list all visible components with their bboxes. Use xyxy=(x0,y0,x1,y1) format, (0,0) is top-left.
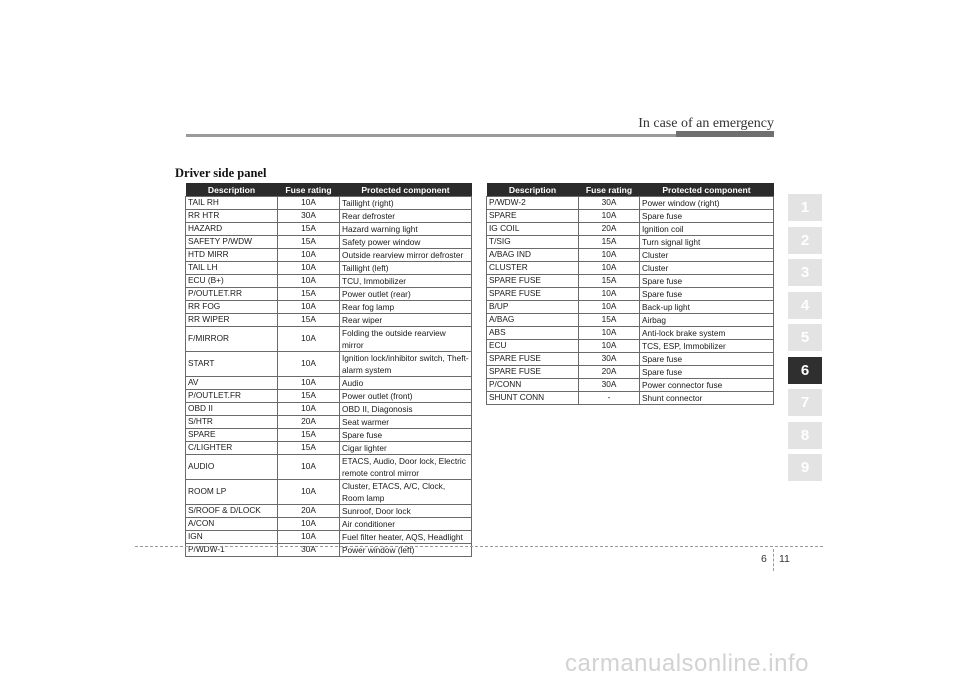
table-row xyxy=(186,197,472,210)
cell-fuse-rating: 10A xyxy=(579,301,640,314)
table-row xyxy=(487,301,774,314)
cell-description: START xyxy=(186,352,278,377)
chapter-tab-strip xyxy=(788,194,822,487)
table-row xyxy=(487,340,774,353)
cell-fuse-rating: 10A xyxy=(579,340,640,353)
cell-fuse-rating: 10A xyxy=(579,249,640,262)
cell-protected-component: Fuel filter heater, AQS, Headlight xyxy=(340,531,472,544)
cell-description: SPARE FUSE xyxy=(487,353,579,366)
cell-protected-component: Hazard warning light xyxy=(340,223,472,236)
cell-protected-component: Power outlet (front) xyxy=(340,390,472,403)
cell-fuse-rating: 10A xyxy=(278,275,340,288)
table-row xyxy=(186,352,472,377)
table-row xyxy=(186,505,472,518)
table-row xyxy=(186,518,472,531)
cell-fuse-rating: 15A xyxy=(278,390,340,403)
section-header-title: In case of an emergency xyxy=(638,116,774,131)
chapter-tab-3[interactable]: 3 xyxy=(788,259,822,286)
cell-protected-component: Power outlet (rear) xyxy=(340,288,472,301)
cell-description: F/MIRROR xyxy=(186,327,278,352)
table-row xyxy=(186,314,472,327)
cell-description: RR HTR xyxy=(186,210,278,223)
cell-description: IGN xyxy=(186,531,278,544)
table-row xyxy=(487,379,774,392)
cell-fuse-rating: 10A xyxy=(278,480,340,505)
cell-fuse-rating: 15A xyxy=(278,314,340,327)
cell-protected-component: Outside rearview mirror defroster xyxy=(340,249,472,262)
cell-fuse-rating: 15A xyxy=(278,236,340,249)
cell-description: SPARE FUSE xyxy=(487,275,579,288)
cell-protected-component: Taillight (right) xyxy=(340,197,472,210)
cell-fuse-rating: 10A xyxy=(278,352,340,377)
cell-protected-component: Folding the outside rearview mirror xyxy=(340,327,472,352)
cell-protected-component: Audio xyxy=(340,377,472,390)
watermark: carmanualsonline.info xyxy=(565,650,809,677)
table-row xyxy=(186,223,472,236)
cell-description: P/CONN xyxy=(487,379,579,392)
footer-page-separator xyxy=(773,549,774,571)
table-row xyxy=(487,353,774,366)
cell-description: B/UP xyxy=(487,301,579,314)
cell-fuse-rating: 10A xyxy=(278,531,340,544)
table-row xyxy=(186,403,472,416)
cell-fuse-rating: 30A xyxy=(579,353,640,366)
cell-fuse-rating: 20A xyxy=(278,505,340,518)
column-header-fuse-rating: Fuse rating xyxy=(579,183,640,197)
chapter-tab-9[interactable]: 9 xyxy=(788,454,822,481)
cell-protected-component: Power connector fuse xyxy=(640,379,774,392)
cell-protected-component: Back-up light xyxy=(640,301,774,314)
table-row xyxy=(487,262,774,275)
cell-description: S/HTR xyxy=(186,416,278,429)
page-title: Driver side panel xyxy=(175,166,267,180)
cell-description: ECU (B+) xyxy=(186,275,278,288)
cell-protected-component: Seat warmer xyxy=(340,416,472,429)
cell-description: HTD MIRR xyxy=(186,249,278,262)
chapter-tab-8[interactable]: 8 xyxy=(788,422,822,449)
cell-protected-component: Rear wiper xyxy=(340,314,472,327)
cell-fuse-rating: 10A xyxy=(278,249,340,262)
chapter-tab-1[interactable]: 1 xyxy=(788,194,822,221)
cell-fuse-rating: 15A xyxy=(278,429,340,442)
table-row xyxy=(487,210,774,223)
table-row xyxy=(487,366,774,379)
cell-protected-component: Power window (left) xyxy=(340,544,472,557)
table-row xyxy=(487,288,774,301)
cell-fuse-rating: 15A xyxy=(579,236,640,249)
cell-protected-component: Spare fuse xyxy=(640,288,774,301)
cell-fuse-rating: 10A xyxy=(278,518,340,531)
cell-protected-component: Spare fuse xyxy=(640,366,774,379)
cell-fuse-rating: 10A xyxy=(278,262,340,275)
cell-fuse-rating: 10A xyxy=(579,327,640,340)
cell-description: AV xyxy=(186,377,278,390)
cell-description: OBD II xyxy=(186,403,278,416)
chapter-tab-2[interactable]: 2 xyxy=(788,227,822,254)
cell-protected-component: Rear defroster xyxy=(340,210,472,223)
cell-fuse-rating: 15A xyxy=(278,442,340,455)
cell-fuse-rating: 20A xyxy=(579,366,640,379)
cell-protected-component: Power window (right) xyxy=(640,197,774,210)
fuse-table-right xyxy=(486,183,774,405)
cell-fuse-rating: 20A xyxy=(579,223,640,236)
chapter-tab-4[interactable]: 4 xyxy=(788,292,822,319)
cell-fuse-rating: 15A xyxy=(579,275,640,288)
cell-protected-component: Air conditioner xyxy=(340,518,472,531)
table-row xyxy=(487,223,774,236)
cell-protected-component: Spare fuse xyxy=(640,210,774,223)
cell-protected-component: Cluster, ETACS, A/C, Clock, Room lamp xyxy=(340,480,472,505)
cell-protected-component: Spare fuse xyxy=(640,353,774,366)
cell-fuse-rating: 15A xyxy=(579,314,640,327)
cell-protected-component: Cluster xyxy=(640,249,774,262)
cell-protected-component: Shunt connector xyxy=(640,392,774,405)
table-row xyxy=(487,314,774,327)
footer-divider xyxy=(135,546,823,547)
table-row xyxy=(487,197,774,210)
cell-description: RR WIPER xyxy=(186,314,278,327)
table-row xyxy=(487,392,774,405)
table-row xyxy=(186,429,472,442)
cell-fuse-rating: 15A xyxy=(278,223,340,236)
cell-fuse-rating: 20A xyxy=(278,416,340,429)
column-header-protected-component: Protected component xyxy=(340,183,472,197)
cell-description: A/BAG xyxy=(487,314,579,327)
cell-protected-component: Ignition coil xyxy=(640,223,774,236)
table-row xyxy=(186,236,472,249)
cell-protected-component: Cigar lighter xyxy=(340,442,472,455)
cell-fuse-rating: 10A xyxy=(278,377,340,390)
cell-fuse-rating: 15A xyxy=(278,288,340,301)
cell-protected-component: Turn signal light xyxy=(640,236,774,249)
cell-fuse-rating: 10A xyxy=(278,301,340,314)
cell-description: ABS xyxy=(487,327,579,340)
cell-protected-component: Anti-lock brake system xyxy=(640,327,774,340)
table-row xyxy=(186,275,472,288)
cell-description: P/WDW-1 xyxy=(186,544,278,557)
cell-fuse-rating: 10A xyxy=(579,262,640,275)
cell-description: ECU xyxy=(487,340,579,353)
cell-description: CLUSTER xyxy=(487,262,579,275)
cell-description: A/CON xyxy=(186,518,278,531)
cell-description: AUDIO xyxy=(186,455,278,480)
cell-description: TAIL LH xyxy=(186,262,278,275)
table-row xyxy=(186,455,472,480)
cell-description: SPARE xyxy=(186,429,278,442)
table-row xyxy=(186,301,472,314)
cell-description: SPARE xyxy=(487,210,579,223)
table-row xyxy=(186,327,472,352)
fuse-table-left xyxy=(185,183,472,557)
cell-description: IG COIL xyxy=(487,223,579,236)
cell-fuse-rating: 10A xyxy=(579,288,640,301)
cell-fuse-rating: 30A xyxy=(579,379,640,392)
table-row xyxy=(487,327,774,340)
chapter-tab-6[interactable]: 6 xyxy=(788,357,822,384)
table-row xyxy=(487,275,774,288)
cell-description: P/OUTLET.FR xyxy=(186,390,278,403)
cell-protected-component: Airbag xyxy=(640,314,774,327)
table-row xyxy=(186,480,472,505)
table-row xyxy=(186,288,472,301)
cell-description: TAIL RH xyxy=(186,197,278,210)
cell-description: RR FOG xyxy=(186,301,278,314)
cell-description: S/ROOF & D/LOCK xyxy=(186,505,278,518)
cell-protected-component: Sunroof, Door lock xyxy=(340,505,472,518)
cell-fuse-rating: 10A xyxy=(278,455,340,480)
table-row xyxy=(487,236,774,249)
cell-fuse-rating: 30A xyxy=(278,210,340,223)
column-header-protected-component: Protected component xyxy=(640,183,774,197)
cell-description: T/SIG xyxy=(487,236,579,249)
chapter-tab-5[interactable]: 5 xyxy=(788,324,822,351)
column-header-description: Description xyxy=(186,183,278,197)
table-row xyxy=(186,390,472,403)
cell-protected-component: Spare fuse xyxy=(340,429,472,442)
page-number: 11 xyxy=(779,553,790,565)
cell-protected-component: OBD II, Diagonosis xyxy=(340,403,472,416)
cell-fuse-rating: 10A xyxy=(278,327,340,352)
header-accent-bar xyxy=(676,131,774,137)
table-row xyxy=(186,210,472,223)
column-header-description: Description xyxy=(487,183,579,197)
cell-description: C/LIGHTER xyxy=(186,442,278,455)
cell-fuse-rating: 30A xyxy=(278,544,340,557)
table-row xyxy=(186,416,472,429)
cell-description: P/WDW-2 xyxy=(487,197,579,210)
cell-fuse-rating: 10A xyxy=(579,210,640,223)
cell-protected-component: Rear fog lamp xyxy=(340,301,472,314)
table-row xyxy=(186,262,472,275)
page-chapter-number: 6 xyxy=(761,553,767,565)
table-row xyxy=(186,442,472,455)
chapter-tab-7[interactable]: 7 xyxy=(788,389,822,416)
table-row xyxy=(487,249,774,262)
table-row xyxy=(186,377,472,390)
cell-description: SPARE FUSE xyxy=(487,288,579,301)
cell-protected-component: TCU, Immobilizer xyxy=(340,275,472,288)
cell-protected-component: ETACS, Audio, Door lock, Electric remote control mirror xyxy=(340,455,472,480)
table-row xyxy=(186,249,472,262)
cell-description: SAFETY P/WDW xyxy=(186,236,278,249)
cell-protected-component: Cluster xyxy=(640,262,774,275)
cell-protected-component: TCS, ESP, Immobilizer xyxy=(640,340,774,353)
cell-protected-component: Ignition lock/inhibitor switch, Theft-alarm system xyxy=(340,352,472,377)
cell-description: SPARE FUSE xyxy=(487,366,579,379)
table-row xyxy=(186,531,472,544)
cell-fuse-rating: - xyxy=(579,392,640,405)
cell-protected-component: Taillight (left) xyxy=(340,262,472,275)
cell-fuse-rating: 10A xyxy=(278,197,340,210)
cell-description: HAZARD xyxy=(186,223,278,236)
cell-description: SHUNT CONN xyxy=(487,392,579,405)
cell-description: ROOM LP xyxy=(186,480,278,505)
cell-protected-component: Spare fuse xyxy=(640,275,774,288)
column-header-fuse-rating: Fuse rating xyxy=(278,183,340,197)
cell-fuse-rating: 30A xyxy=(579,197,640,210)
cell-description: P/OUTLET.RR xyxy=(186,288,278,301)
cell-protected-component: Safety power window xyxy=(340,236,472,249)
cell-fuse-rating: 10A xyxy=(278,403,340,416)
cell-description: A/BAG IND xyxy=(487,249,579,262)
